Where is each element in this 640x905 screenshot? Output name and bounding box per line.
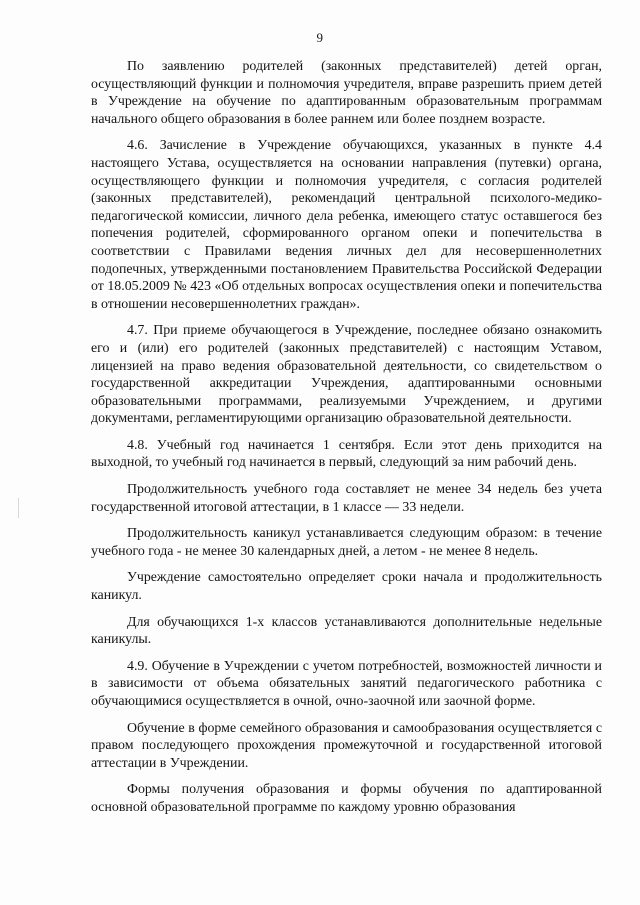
document-body <box>91 58 602 821</box>
paragraph-4-6: 4.6. Зачисление в Учреждение обучающихся, указанных в пункте 4.4 настоящего Устава, осуществляется на основании направления (путевки) органа, осуществляющего функции и полномочия учредителя, с согласия родителей (законных представителей), рекомендаций центральной психолого-медико-педагогической комиссии, личного дела ребенка, имеющего статус оставшегося без попечения родителей, сформированного органом опеки и попечительства в соответствии с Правилами ведения личных дел для несовершеннолетних подопечных, утвержденными постановлением Правительства Российской Федерации от 18.05.2009 № 423 «Об отдельных вопросах осуществления опеки и попечительства в отношении несовершеннолетних граждан». <box>91 138 602 312</box>
paragraph-4-7: 4.7. При приеме обучающегося в Учреждение, последнее обязано ознакомить его и (или) его родителей (законных представителей) с настоящим Уставом, лицензией на право ведения образовательной деятельности, со свидетельством о государственной аккредитации Учреждения, адаптированными основными образовательными программами, реализуемыми Учреждением, и другими документами, регламентирующими организацию образовательной деятельности. <box>91 323 602 427</box>
paragraph-school-year-length: Продолжительность учебного года составляет не менее 34 недель без учета государственной итоговой аттестации, в 1 классе — 33 недели. <box>91 482 602 515</box>
paragraph-education-forms: Формы получения образования и формы обучения по адаптированной основной образовательной программе по каждому уровню образования <box>91 782 602 815</box>
paragraph-early-admission: По заявлению родителей (законных представителей) детей орган, осуществляющий функции и полномочия учредителя, вправе разрешить прием детей в Учреждение на обучение по адаптированным образовательным программам начального общего образования в более раннем или более позднем возрасте. <box>91 59 602 127</box>
paragraph-family-education: Обучение в форме семейного образования и самообразования осуществляется с правом последующего прохождения промежуточной и государственной итоговой аттестации в Учреждении. <box>91 720 602 771</box>
page-number: 9 <box>316 30 324 45</box>
paragraph-4-8: 4.8. Учебный год начинается 1 сентября. Если этот день приходится на выходной, то учебный год начинается в первый, следующий за ним рабочий день. <box>91 437 602 471</box>
paragraph-holidays-dates: Учреждение самостоятельно определяет сроки начала и продолжительность каникул. <box>91 570 602 604</box>
paragraph-first-grade-holidays: Для обучающихся 1-х классов устанавливаются дополнительные недельные каникулы. <box>91 614 602 648</box>
scan-margin-mark <box>18 498 19 518</box>
paragraph-4-9: 4.9. Обучение в Учреждении с учетом потребностей, возможностей личности и в зависимости от объема обязательных занятий педагогического работника с обучающимися осуществляется в очной, очно-заочной или заочной форме. <box>91 658 602 709</box>
paragraph-holidays-length: Продолжительность каникул устанавливается следующим образом: в течение учебного года - не менее 30 календарных дней, а летом - не менее 8 недель. <box>91 526 602 559</box>
